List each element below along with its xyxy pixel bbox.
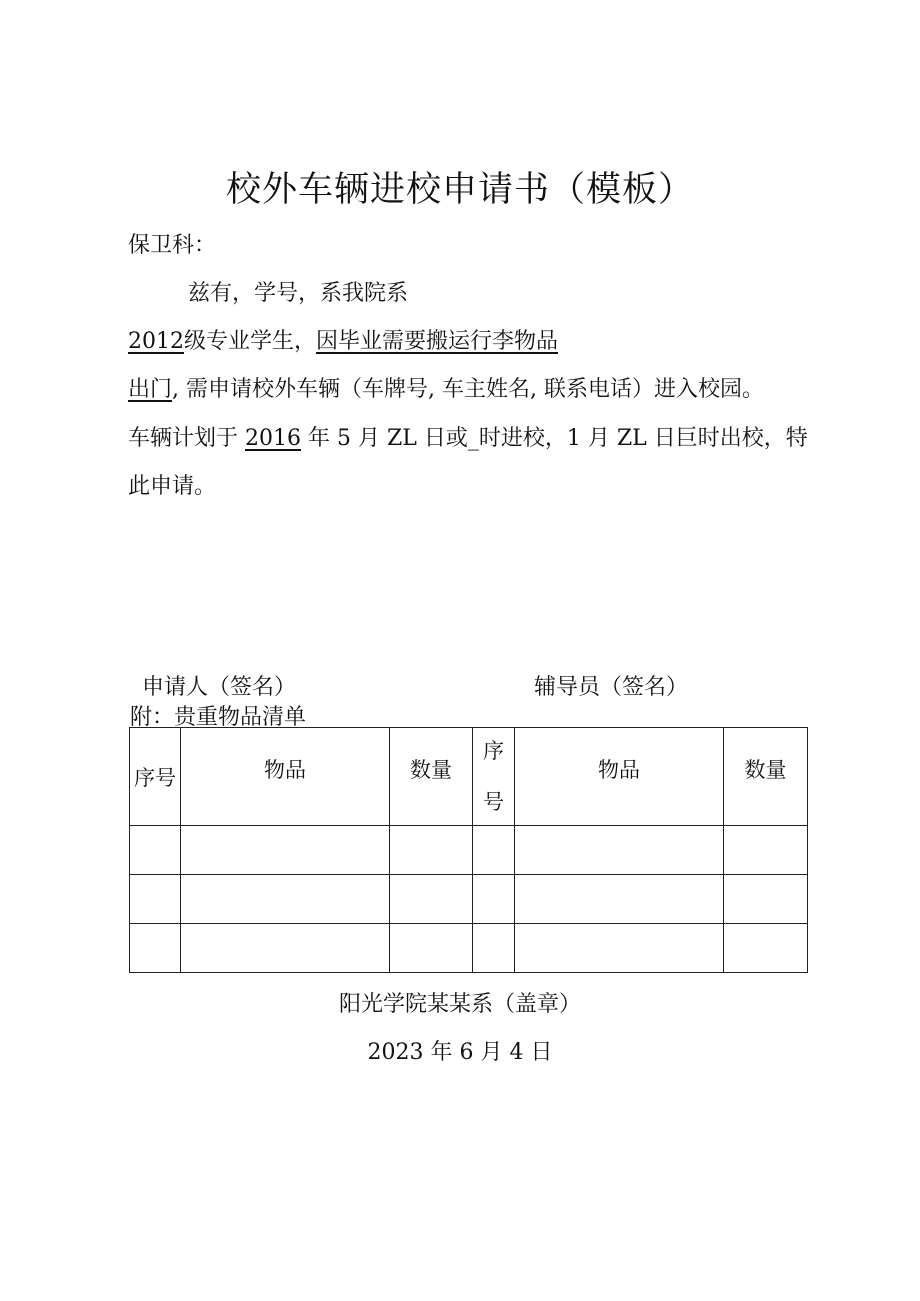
table-cell[interactable] bbox=[130, 826, 181, 875]
vehicle-request-text: , 需申请校外车辆（车牌号, 车主姓名, 联系电话）进入校园。 bbox=[172, 377, 764, 402]
table-row bbox=[130, 924, 808, 973]
table-cell[interactable] bbox=[724, 875, 808, 924]
header-item-label: 物品 bbox=[264, 757, 306, 782]
table-cell[interactable] bbox=[515, 826, 724, 875]
header-qty-2 bbox=[724, 728, 808, 826]
table-row bbox=[130, 826, 808, 875]
header-seq-2 bbox=[473, 728, 515, 826]
paragraph-line-5 bbox=[128, 421, 808, 452]
document-title: 校外车辆进校申请书（模板） bbox=[225, 170, 694, 210]
header-qty bbox=[390, 728, 473, 826]
header-item-2-label: 物品 bbox=[598, 757, 640, 782]
reason-text: 因毕业需要搬运行李物品 bbox=[316, 329, 559, 354]
plan-prefix: 车辆计划于 bbox=[128, 426, 239, 451]
plan-schedule: 年 5 月 ZL 日或_时进校，1 月 ZL 日巨时出校，特 bbox=[308, 426, 808, 451]
table-cell[interactable] bbox=[724, 924, 808, 973]
table-cell[interactable] bbox=[473, 924, 515, 973]
header-qty-2-label: 数量 bbox=[744, 757, 787, 782]
header-seq-2-bottom: 号 bbox=[483, 789, 504, 814]
table-cell[interactable] bbox=[515, 875, 724, 924]
table-cell[interactable] bbox=[181, 875, 390, 924]
paragraph-line-2: 兹有，学号，系我院系 bbox=[188, 281, 409, 306]
table-row bbox=[130, 875, 808, 924]
paragraph-line-6: 此申请。 bbox=[128, 474, 217, 499]
table-cell[interactable] bbox=[473, 875, 515, 924]
paragraph-line-3 bbox=[128, 324, 558, 355]
plan-year: 2016 bbox=[245, 426, 302, 451]
valuables-table bbox=[129, 727, 808, 973]
attachment-label: 附：贵重物品清单 bbox=[130, 705, 307, 730]
header-seq-2-top: 序 bbox=[483, 739, 504, 764]
out-text: 出门 bbox=[128, 377, 173, 402]
table-header-row bbox=[130, 728, 808, 826]
document-date: 2023 年 6 月 4 日 bbox=[367, 1040, 553, 1065]
header-seq: 序号 bbox=[130, 728, 181, 826]
table-cell[interactable] bbox=[515, 924, 724, 973]
table-cell[interactable] bbox=[390, 924, 473, 973]
table-cell[interactable] bbox=[390, 826, 473, 875]
grade-year: 2012 bbox=[128, 329, 184, 354]
department-seal-line: 阳光学院某某系（盖章） bbox=[338, 992, 581, 1017]
applicant-signature: 申请人（签名） bbox=[142, 675, 297, 700]
header-item bbox=[181, 728, 390, 826]
table-cell[interactable] bbox=[181, 924, 390, 973]
table-cell[interactable] bbox=[473, 826, 515, 875]
header-qty-label: 数量 bbox=[410, 757, 452, 782]
salutation: 保卫科： bbox=[128, 233, 217, 258]
major-text: 级专业学生， bbox=[184, 329, 317, 354]
table-cell[interactable] bbox=[390, 875, 473, 924]
header-item-2 bbox=[515, 728, 724, 826]
table-cell[interactable] bbox=[181, 826, 390, 875]
paragraph-line-4 bbox=[128, 372, 764, 403]
table-cell[interactable] bbox=[130, 875, 181, 924]
table-cell[interactable] bbox=[130, 924, 181, 973]
counselor-signature: 辅导员（签名） bbox=[534, 675, 689, 700]
table-cell[interactable] bbox=[724, 826, 808, 875]
